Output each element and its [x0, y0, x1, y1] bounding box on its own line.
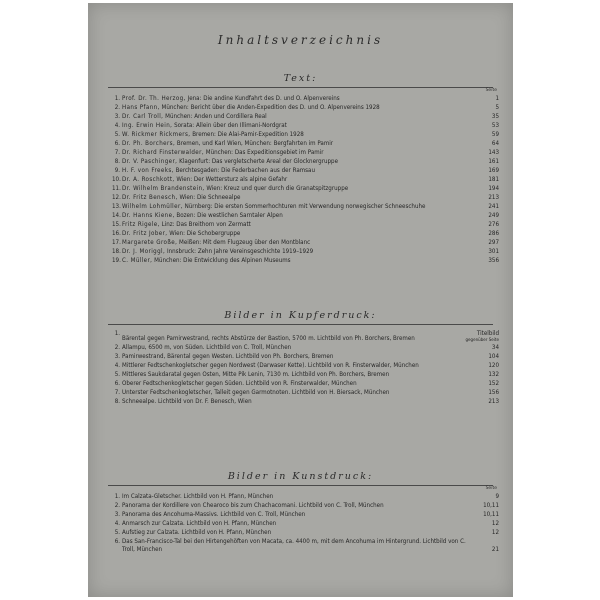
entry-title: Schneealpe. Lichtbild von Dr. F. Benesch, Wien [122, 398, 252, 405]
entry-page: 132 [488, 371, 499, 378]
entry-text [122, 529, 477, 537]
toc-entry [112, 398, 499, 406]
entry-text [122, 380, 477, 388]
entry-title: München: Anden und Cordillera Real [165, 113, 267, 120]
entry-number: 11. [112, 185, 121, 192]
entry-number: 8. [114, 398, 120, 405]
entry-text [122, 113, 477, 121]
entry-text [122, 398, 477, 406]
column-header-page: Seite [485, 486, 497, 491]
entry-text [122, 203, 477, 211]
entry-text [122, 104, 477, 112]
entry-text [122, 371, 477, 379]
entry-page: 276 [488, 221, 499, 228]
toc-entry [112, 158, 499, 166]
entry-title: Innsbruck: Zehn Jahre Vereinsgeschichte 1919–1929 [166, 248, 314, 255]
section-rule [108, 87, 493, 88]
entry-text [122, 122, 477, 130]
entry-author: Dr. Richard Finsterwalder, [122, 149, 204, 156]
toc-entry [112, 344, 499, 352]
document-page [88, 3, 513, 597]
entry-text [122, 257, 477, 265]
toc-entry [112, 176, 499, 184]
toc-entry [112, 362, 499, 370]
entry-page: 249 [488, 212, 499, 219]
entry-text [122, 131, 477, 139]
entry-title: Jena: Die andine Kundfahrt des D. und Ö. Alpenvereins [187, 95, 340, 102]
entry-page: 297 [488, 239, 499, 246]
entry-author: Fritz Rigele, [122, 221, 160, 228]
entry-title: Allampu, 6500 m, von Süden. Lichtbild von C. Troll, München [122, 344, 292, 351]
entry-author: C. Müller, [122, 257, 153, 264]
entry-text [122, 511, 477, 519]
entry-title: Wien: Der Wettersturz als alpine Gefahr [176, 176, 288, 183]
entry-text [122, 353, 477, 361]
entry-page: 1 [495, 95, 499, 102]
section-heading-kupferdruck: Bilder in Kupferdruck: [224, 310, 377, 321]
document-title: Inhaltsverzeichnis [217, 33, 384, 47]
entry-text [122, 344, 477, 352]
entry-author: Dr. Fritz Jober, [122, 230, 168, 237]
toc-entry [112, 230, 499, 238]
entry-title: Wien: Die Schobergruppe [169, 230, 241, 237]
entry-page: 104 [488, 353, 499, 360]
entry-number: 3. [114, 511, 120, 518]
entry-text [122, 335, 459, 343]
section-heading-text: Text: [283, 73, 318, 84]
entry-number: 19. [112, 257, 121, 264]
entry-number: 5. [114, 371, 120, 378]
entry-title: Bremen, und Karl Wien, München: Bergfahrten im Pamir [176, 140, 334, 147]
toc-entry [112, 380, 499, 388]
toc-entry [112, 529, 499, 537]
toc-entry [112, 353, 499, 361]
section-heading-kunstdruck: Bilder in Kunstdruck: [227, 471, 374, 482]
entry-text [122, 502, 477, 510]
entry-number: 2. [114, 502, 120, 509]
section-rule [108, 485, 493, 486]
entry-author: Dr. Wilhelm Brandenstein, [122, 185, 205, 192]
entry-title: Pamirwestrand, Bärental gegen Westen. Lichtbild von Ph. Borchers, Bremen [122, 353, 334, 360]
toc-entry [112, 248, 499, 256]
entry-gap [112, 553, 499, 555]
entry-gap [112, 265, 499, 267]
entry-title: Sorata: Allein über den Illimani-Nordgrat [174, 122, 287, 129]
toc-entry [112, 371, 499, 379]
toc-entry [112, 538, 499, 553]
entry-number: 9. [114, 167, 120, 174]
entry-text [122, 230, 477, 238]
entry-number: 13. [112, 203, 121, 210]
entry-page: 194 [488, 185, 499, 192]
entry-title: Bozen: Die westlichen Sarntaler Alpen [176, 212, 283, 219]
toc-entry [112, 520, 499, 528]
entry-title: München: Bericht über die Anden-Expedition des D. und Ö. Alpenvereins 1928 [161, 104, 380, 111]
entry-author: Dr. Carl Troll, [122, 113, 164, 120]
entry-number: 8. [114, 158, 120, 165]
entry-title: Linz: Das Breithorn von Zermatt [161, 221, 251, 228]
entry-title: Berchtesgaden: Die Federbachen aus der Ramsau [175, 167, 316, 174]
entry-number: 1. [114, 95, 120, 102]
entry-text [122, 158, 477, 166]
entry-author: Wilhelm Lohmüller, [122, 203, 183, 210]
entry-page: 59 [491, 131, 499, 138]
entry-page: 156 [488, 389, 499, 396]
entry-page: 64 [491, 140, 499, 147]
toc-entry [112, 104, 499, 112]
entry-text [122, 140, 477, 148]
entry-title: Panorama des Ancohuma-Massivs. Lichtbild von C. Troll, München [122, 511, 306, 518]
entry-number: 4. [114, 362, 120, 369]
kunstdruck-entries-list [112, 493, 499, 555]
toc-entry [112, 203, 499, 211]
entry-number: 6. [114, 538, 120, 545]
entry-text [122, 185, 477, 193]
entry-text [122, 167, 477, 175]
entry-author: Margarete Große, [122, 239, 178, 246]
entry-number: 15. [112, 221, 121, 228]
entry-text [122, 239, 477, 247]
entry-number: 5. [114, 529, 120, 536]
entry-author: Dr. J. Moriggl, [122, 248, 166, 255]
entry-number: 3. [114, 353, 120, 360]
toc-entry [112, 212, 499, 220]
toc-entry [112, 113, 499, 121]
entry-title: Wien: Kreuz und quer durch die Granatspitzgruppe [206, 185, 349, 192]
entry-page: 286 [488, 230, 499, 237]
entry-author: Dr. Ph. Borchers, [122, 140, 176, 147]
entry-title: Nürnberg: Die ersten Sommerhochturen mit Verwendung norwegischer Schneeschuhe [184, 203, 426, 210]
entry-text [122, 389, 477, 397]
entry-author: Dr. Fritz Benesch, [122, 194, 178, 201]
entry-author: W. Rickmer Rickmers, [122, 131, 191, 138]
entry-text [122, 194, 477, 202]
entry-page: 5 [495, 104, 499, 111]
entry-title: München: Die Entwicklung des Alpinen Museums [154, 257, 291, 264]
entry-number: 4. [114, 122, 120, 129]
entry-text [122, 212, 477, 220]
entry-page [459, 330, 499, 343]
toc-entry [112, 239, 499, 247]
entry-page: 120 [488, 362, 499, 369]
entry-title: Das San-Francisco-Tal bei den Hirtengehöften von Macata, ca. 4400 m, mit dem Ancohuma im Hintergrund. Lichtbild von C. Troll, München [122, 538, 466, 553]
toc-entry [112, 149, 499, 157]
kupferdruck-entries-list [112, 330, 499, 407]
entry-title: Mittleres Saukdaratal gegen Osten, Mitte Pik Lenin, 7130 m. Lichtbild von Ph. Borchers, Bremen [122, 371, 390, 378]
entry-page: 213 [488, 194, 499, 201]
entry-page: 143 [488, 149, 499, 156]
toc-entry [112, 185, 499, 193]
entry-number: 2. [114, 344, 120, 351]
entry-title: Aufstieg zur Calzata. Lichtbild von H. Pfann, München [122, 529, 272, 536]
column-header-page: Seite [485, 88, 497, 93]
entry-gap [112, 406, 499, 408]
toc-entry [112, 140, 499, 148]
entry-title: Klagenfurt: Das vergletscherte Areal der Glocknergruppe [179, 158, 339, 165]
entry-number: 16. [112, 230, 121, 237]
entry-number: 2. [114, 104, 120, 111]
entry-text [122, 538, 477, 553]
entry-page: 181 [488, 176, 499, 183]
toc-entry [112, 167, 499, 175]
entry-text [122, 149, 477, 157]
entry-text [122, 520, 477, 528]
entry-page: 356 [488, 257, 499, 264]
entry-number: 4. [114, 520, 120, 527]
entry-page: 10,11 [483, 511, 499, 518]
entry-page: 10,11 [483, 502, 499, 509]
entry-title: Bärental gegen Pamirwestrand, rechts Abstürze der Bastion, 5700 m. Lichtbild von Ph. Borchers, Bremen [122, 335, 415, 342]
entry-page: 21 [491, 545, 499, 553]
entry-number: 1. [114, 493, 120, 500]
entry-number: 7. [114, 389, 120, 396]
entry-author: Prof. Dr. Th. Herzog, [122, 95, 186, 102]
entry-author: Dr. Hanns Kiene, [122, 212, 175, 219]
entry-title: Bremen: Die Alai-Pamir-Expedition 1928 [192, 131, 304, 138]
toc-entry [112, 131, 499, 139]
entry-title: München: Das Expeditionsgebiet im Pamir [205, 149, 324, 156]
toc-entry [112, 194, 499, 202]
entry-page: 152 [488, 380, 499, 387]
entry-number: 5. [114, 131, 120, 138]
entry-title: Mittlerer Fedtschenkogletscher gegen Nordwest (Darwaser Kette). Lichtbild von R. Finsterwalder, München [122, 362, 419, 369]
entry-page: 53 [491, 122, 499, 129]
toc-entry [112, 502, 499, 510]
entry-title: Anmarsch zur Calzata. Lichtbild von H. Pfann, München [122, 520, 277, 527]
entry-number: 10. [112, 176, 121, 183]
entry-title: Panorama der Kordillere von Chearoco bis zum Chachacomani. Lichtbild von C. Troll, München [122, 502, 384, 509]
text-entries-list [112, 95, 499, 266]
entry-text [122, 248, 477, 256]
entry-title: Oberer Fedtschenkogletscher gegen Süden. Lichtbild von R. Finsterwalder, München [122, 380, 357, 387]
toc-entry [112, 221, 499, 229]
toc-entry [112, 493, 499, 501]
section-rule [108, 324, 493, 325]
entry-page: 213 [488, 398, 499, 405]
entry-author: H. F. von Freeks, [122, 167, 174, 174]
entry-page-note: gegenüber Seite [465, 337, 499, 343]
entry-page: 12 [491, 520, 499, 527]
entry-author: Hans Pfann, [122, 104, 160, 111]
entry-text [122, 176, 477, 184]
toc-entry [112, 257, 499, 265]
toc-entry [112, 122, 499, 130]
entry-page: 9 [495, 493, 499, 500]
entry-number: 12. [112, 194, 121, 201]
entry-page: 161 [488, 158, 499, 165]
toc-entry [112, 389, 499, 397]
entry-text [122, 362, 477, 370]
entry-text [122, 493, 477, 501]
entry-page-value: Titelbild [476, 330, 499, 337]
entry-number: 7. [114, 149, 120, 156]
entry-author: Dr. V. Paschinger, [122, 158, 178, 165]
entry-title: Meißen: Mit dem Flugzeug über den Montblanc [179, 239, 311, 246]
entry-page: 35 [491, 113, 499, 120]
toc-entry [112, 330, 499, 343]
entry-number: 18. [112, 248, 121, 255]
entry-title: Unterster Fedtschenkogletscher, Talleit gegen Garmotnoten. Lichtbild von H. Biersack, München [122, 389, 390, 396]
entry-number: 14. [112, 212, 121, 219]
entry-text [122, 221, 477, 229]
entry-page: 169 [488, 167, 499, 174]
entry-page: 241 [488, 203, 499, 210]
entry-number: 6. [114, 140, 120, 147]
entry-number: 6. [114, 380, 120, 387]
toc-entry [112, 511, 499, 519]
entry-number: 3. [114, 113, 120, 120]
entry-number: 1. [114, 330, 120, 337]
toc-entry [112, 95, 499, 103]
entry-title: Im Calzata-Gletscher. Lichtbild von H. Pfann, München [122, 493, 274, 500]
entry-author: Ing. Erwin Hein, [122, 122, 173, 129]
entry-text [122, 95, 477, 103]
entry-number: 17. [112, 239, 121, 246]
entry-page: 12 [491, 529, 499, 536]
entry-author: Dr. A. Roschkott, [122, 176, 175, 183]
entry-title: Wien: Die Schneealpe [179, 194, 241, 201]
entry-page: 34 [491, 344, 499, 351]
entry-page: 301 [488, 248, 499, 255]
